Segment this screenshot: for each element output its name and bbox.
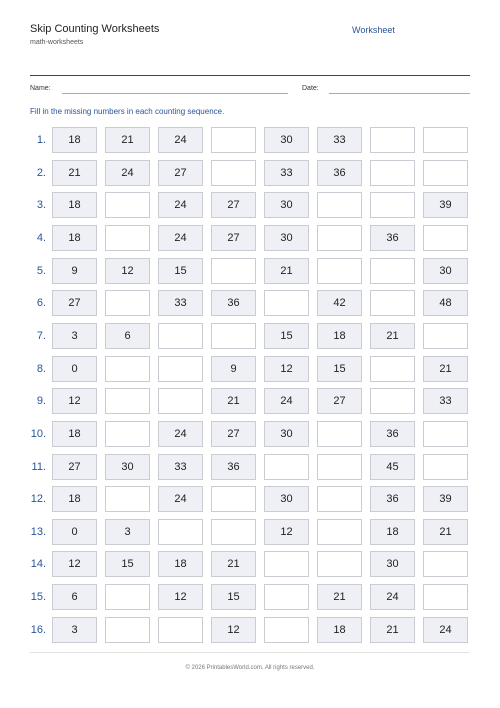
- date-label: Date:: [302, 85, 319, 92]
- row-number: 5.: [36, 264, 46, 277]
- given-number: 27: [158, 160, 203, 186]
- sequence-row: [0, 519, 500, 547]
- given-number: 24: [370, 584, 415, 610]
- given-number: 30: [264, 486, 309, 512]
- answer-box[interactable]: [423, 225, 468, 251]
- worksheet-title: Skip Counting Worksheets: [30, 23, 160, 35]
- given-number: 33: [264, 160, 309, 186]
- given-number: 36: [370, 486, 415, 512]
- answer-box[interactable]: [317, 486, 362, 512]
- answer-box[interactable]: [158, 388, 203, 414]
- answer-box[interactable]: [158, 617, 203, 643]
- sequence-row: [0, 258, 500, 286]
- answer-box[interactable]: [105, 421, 150, 447]
- footer-copyright: © 2026 PrintablesWorld.com. All rights reserved.: [185, 665, 315, 671]
- given-number: 12: [52, 551, 97, 577]
- given-number: 18: [52, 486, 97, 512]
- given-number: 3: [52, 323, 97, 349]
- worksheet-subtitle: math-worksheets: [30, 39, 84, 46]
- given-number: 33: [317, 127, 362, 153]
- given-number: 30: [370, 551, 415, 577]
- given-number: 48: [423, 290, 468, 316]
- given-number: 24: [105, 160, 150, 186]
- answer-box[interactable]: [105, 225, 150, 251]
- given-number: 21: [105, 127, 150, 153]
- given-number: 30: [105, 454, 150, 480]
- given-number: 30: [264, 225, 309, 251]
- sequence-row: [0, 290, 500, 318]
- given-number: 18: [158, 551, 203, 577]
- given-number: 21: [370, 617, 415, 643]
- given-number: 21: [370, 323, 415, 349]
- row-number: 10.: [30, 427, 46, 440]
- row-number: 3.: [36, 199, 46, 212]
- given-number: 24: [158, 192, 203, 218]
- answer-box[interactable]: [158, 323, 203, 349]
- sequence-row: [0, 584, 500, 612]
- given-number: 21: [211, 551, 256, 577]
- row-number: 6.: [36, 297, 46, 310]
- given-number: 15: [158, 258, 203, 284]
- given-number: 15: [105, 551, 150, 577]
- sequence-row: [0, 225, 500, 253]
- given-number: 36: [370, 225, 415, 251]
- answer-box[interactable]: [370, 290, 415, 316]
- header-divider: [30, 75, 470, 76]
- given-number: 24: [158, 421, 203, 447]
- given-number: 12: [211, 617, 256, 643]
- given-number: 9: [211, 356, 256, 382]
- sequence-row: [0, 551, 500, 579]
- row-number: 15.: [30, 591, 46, 604]
- given-number: 21: [423, 519, 468, 545]
- given-number: 18: [52, 421, 97, 447]
- given-number: 12: [158, 584, 203, 610]
- answer-box[interactable]: [317, 225, 362, 251]
- name-label: Name:: [30, 85, 51, 92]
- given-number: 27: [52, 290, 97, 316]
- answer-box[interactable]: [370, 192, 415, 218]
- given-number: 27: [52, 454, 97, 480]
- given-number: 12: [52, 388, 97, 414]
- given-number: 33: [158, 290, 203, 316]
- answer-box[interactable]: [423, 584, 468, 610]
- given-number: 15: [211, 584, 256, 610]
- answer-box[interactable]: [317, 519, 362, 545]
- answer-box[interactable]: [317, 192, 362, 218]
- given-number: 18: [52, 192, 97, 218]
- given-number: 45: [370, 454, 415, 480]
- answer-box[interactable]: [211, 160, 256, 186]
- sequence-row: [0, 421, 500, 449]
- given-number: 12: [105, 258, 150, 284]
- given-number: 18: [317, 617, 362, 643]
- sequence-row: [0, 127, 500, 155]
- answer-box[interactable]: [317, 258, 362, 284]
- given-number: 21: [423, 356, 468, 382]
- answer-box[interactable]: [211, 127, 256, 153]
- given-number: 24: [158, 225, 203, 251]
- given-number: 18: [317, 323, 362, 349]
- answer-box[interactable]: [370, 258, 415, 284]
- given-number: 21: [264, 258, 309, 284]
- answer-box[interactable]: [211, 486, 256, 512]
- name-line[interactable]: [62, 93, 288, 94]
- given-number: 27: [211, 225, 256, 251]
- row-number: 7.: [36, 329, 46, 342]
- answer-box[interactable]: [264, 290, 309, 316]
- answer-box[interactable]: [105, 356, 150, 382]
- answer-box[interactable]: [105, 584, 150, 610]
- given-number: 12: [264, 519, 309, 545]
- given-number: 24: [158, 486, 203, 512]
- answer-box[interactable]: [264, 551, 309, 577]
- answer-box[interactable]: [211, 258, 256, 284]
- sequence-row: [0, 486, 500, 514]
- row-number: 11.: [31, 460, 46, 473]
- sequence-row: [0, 160, 500, 188]
- given-number: 42: [317, 290, 362, 316]
- given-number: 39: [423, 192, 468, 218]
- answer-box[interactable]: [370, 388, 415, 414]
- instructions: Fill in the missing numbers in each counting sequence.: [30, 107, 225, 116]
- given-number: 18: [52, 225, 97, 251]
- given-number: 36: [211, 290, 256, 316]
- answer-box[interactable]: [370, 356, 415, 382]
- given-number: 18: [370, 519, 415, 545]
- answer-box[interactable]: [370, 127, 415, 153]
- row-number: 12.: [30, 493, 46, 506]
- row-number: 2.: [36, 166, 46, 179]
- sequence-row: [0, 388, 500, 416]
- answer-box[interactable]: [370, 160, 415, 186]
- given-number: 27: [211, 192, 256, 218]
- sequence-row: [0, 192, 500, 220]
- row-number: 1.: [36, 134, 46, 146]
- date-line[interactable]: [329, 93, 470, 94]
- row-number: 14.: [30, 558, 46, 571]
- given-number: 30: [423, 258, 468, 284]
- given-number: 6: [105, 323, 150, 349]
- given-number: 21: [211, 388, 256, 414]
- given-number: 0: [52, 519, 97, 545]
- given-number: 0: [52, 356, 97, 382]
- given-number: 15: [264, 323, 309, 349]
- given-number: 30: [264, 127, 309, 153]
- given-number: 36: [317, 160, 362, 186]
- answer-box[interactable]: [423, 323, 468, 349]
- given-number: 21: [52, 160, 97, 186]
- row-number: 8.: [36, 362, 46, 375]
- answer-box[interactable]: [423, 551, 468, 577]
- answer-box[interactable]: [264, 617, 309, 643]
- footer-divider: [30, 652, 470, 653]
- row-number: 4.: [36, 231, 46, 244]
- given-number: 21: [317, 584, 362, 610]
- answer-box[interactable]: [423, 160, 468, 186]
- given-number: 36: [370, 421, 415, 447]
- answer-box[interactable]: [317, 421, 362, 447]
- sequence-row: [0, 454, 500, 482]
- given-number: 15: [317, 356, 362, 382]
- given-number: 12: [264, 356, 309, 382]
- answer-box[interactable]: [423, 454, 468, 480]
- answer-box[interactable]: [264, 584, 309, 610]
- worksheet-tag: Worksheet: [352, 25, 395, 35]
- sequence-row: [0, 617, 500, 645]
- answer-box[interactable]: [105, 617, 150, 643]
- given-number: 27: [317, 388, 362, 414]
- answer-box[interactable]: [211, 519, 256, 545]
- given-number: 18: [52, 127, 97, 153]
- row-number: 9.: [36, 395, 46, 408]
- answer-box[interactable]: [105, 388, 150, 414]
- given-number: 30: [264, 421, 309, 447]
- answer-box[interactable]: [264, 454, 309, 480]
- given-number: 3: [105, 519, 150, 545]
- answer-box[interactable]: [423, 421, 468, 447]
- given-number: 24: [264, 388, 309, 414]
- answer-box[interactable]: [105, 486, 150, 512]
- sequence-row: [0, 356, 500, 384]
- sequence-row: [0, 323, 500, 351]
- given-number: 33: [158, 454, 203, 480]
- answer-box[interactable]: [423, 127, 468, 153]
- given-number: 27: [211, 421, 256, 447]
- row-number: 16.: [30, 623, 46, 636]
- answer-box[interactable]: [105, 290, 150, 316]
- row-number: 13.: [30, 525, 46, 538]
- given-number: 36: [211, 454, 256, 480]
- answer-box[interactable]: [317, 551, 362, 577]
- answer-box[interactable]: [105, 192, 150, 218]
- given-number: 9: [52, 258, 97, 284]
- answer-box[interactable]: [211, 323, 256, 349]
- answer-box[interactable]: [317, 454, 362, 480]
- given-number: 33: [423, 388, 468, 414]
- given-number: 6: [52, 584, 97, 610]
- given-number: 24: [423, 617, 468, 643]
- answer-box[interactable]: [158, 356, 203, 382]
- answer-box[interactable]: [158, 519, 203, 545]
- given-number: 39: [423, 486, 468, 512]
- given-number: 24: [158, 127, 203, 153]
- given-number: 30: [264, 192, 309, 218]
- given-number: 3: [52, 617, 97, 643]
